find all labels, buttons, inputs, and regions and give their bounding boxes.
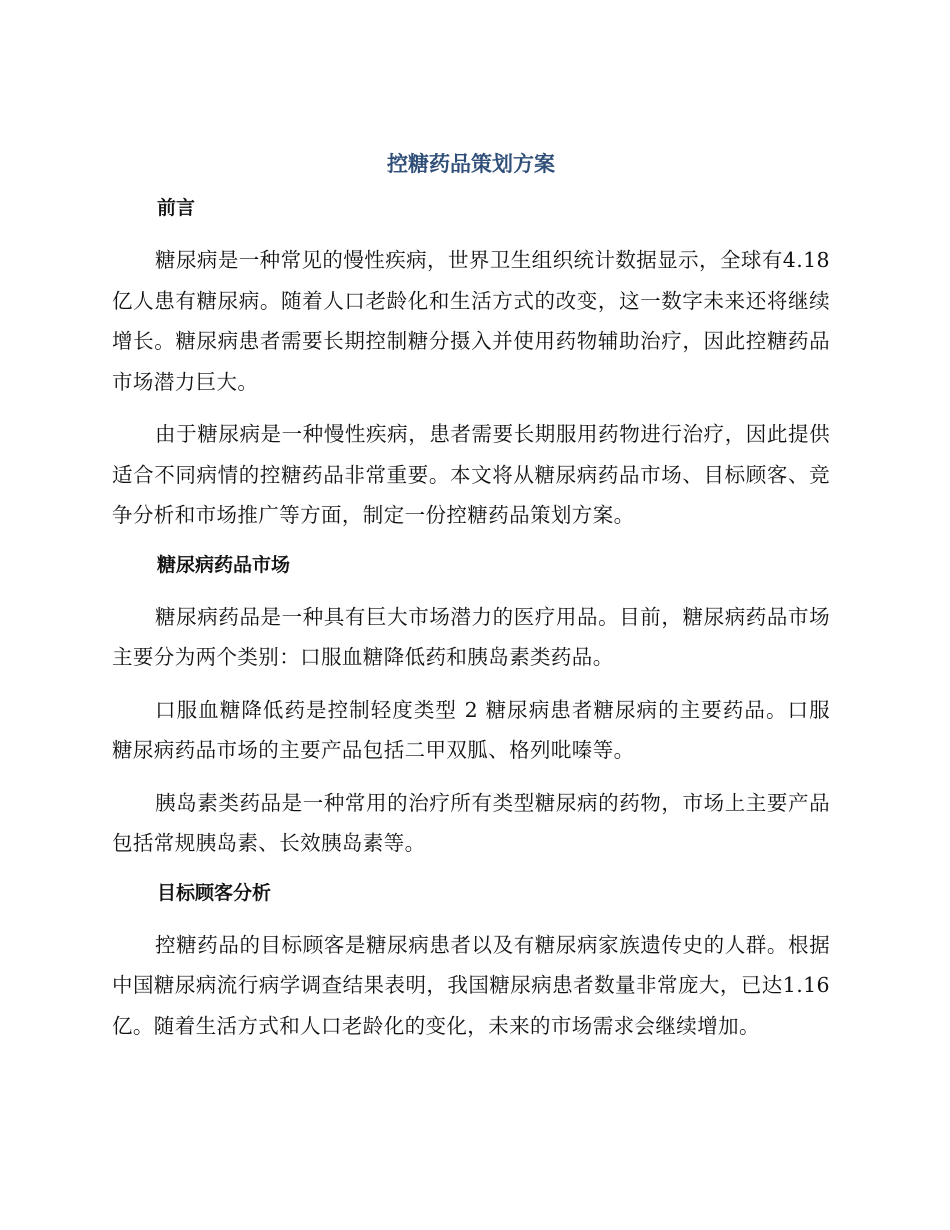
section-heading-preface: 前言 bbox=[157, 197, 196, 219]
paragraph: 胰岛素类药品是一种常用的治疗所有类型糖尿病的药物，市场上主要产品包括常规胰岛素、长效胰岛素等。 bbox=[112, 790, 830, 855]
document-body bbox=[112, 146, 830, 1046]
section-heading-target-customers: 目标顾客分析 bbox=[157, 881, 272, 904]
paragraph: 控糖药品的目标顾客是糖尿病患者以及有糖尿病家族遗传史的人群。根据中国糖尿病流行病学调查结果表明，我国糖尿病患者数量非常庞大，已达1.16亿。随着生活方式和人口老龄化的变化，未来的市场需求会继续增加。 bbox=[112, 932, 830, 1038]
paragraph: 糖尿病是一种常见的慢性疾病，世界卫生组织统计数据显示，全球有4.18亿人患有糖尿病。随着人口老龄化和生活方式的改变，这一数字未来还将继续增长。糖尿病患者需要长期控制糖分摄入并使用药物辅助治疗，因此控糖药品市场潜力巨大。 bbox=[112, 248, 830, 394]
paragraph: 口服血糖降低药是控制轻度类型 2 糖尿病患者糖尿病的主要药品。口服糖尿病药品市场的主要产品包括二甲双胍、格列吡嗪等。 bbox=[112, 697, 830, 762]
section-heading-market: 糖尿病药品市场 bbox=[157, 553, 291, 576]
document-title: 控糖药品策划方案 bbox=[387, 152, 555, 176]
paragraph: 由于糖尿病是一种慢性疾病，患者需要长期服用药物进行治疗，因此提供适合不同病情的控糖药品非常重要。本文将从糖尿病药品市场、目标顾客、竞争分析和市场推广等方面，制定一份控糖药品策划方案。 bbox=[112, 422, 830, 527]
paragraph: 糖尿病药品是一种具有巨大市场潜力的医疗用品。目前，糖尿病药品市场主要分为两个类别：口服血糖降低药和胰岛素类药品。 bbox=[112, 604, 830, 669]
